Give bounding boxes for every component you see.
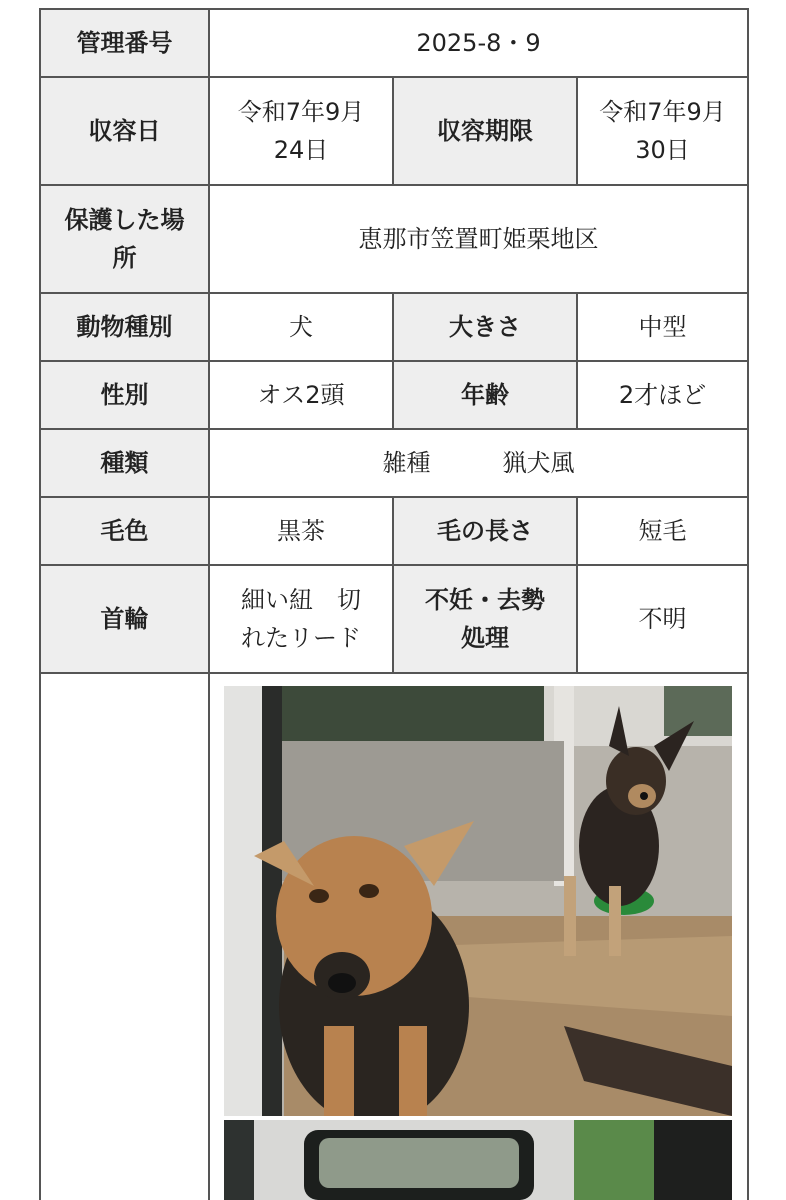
label-neuter-line2: 処理 xyxy=(461,624,509,652)
label-neuter-line1: 不妊・去勢 xyxy=(425,586,545,614)
value-shuyo-date-line1: 令和7年9月 xyxy=(237,98,365,126)
value-collar-line1: 細い紐 切 xyxy=(241,586,361,614)
value-shuyo-deadline xyxy=(577,77,748,185)
value-species: 犬 xyxy=(209,293,393,361)
value-collar xyxy=(209,565,393,673)
label-age: 年齢 xyxy=(393,361,577,429)
value-neuter: 不明 xyxy=(577,565,748,673)
photo-label-cell xyxy=(40,673,209,1200)
row-coat xyxy=(40,497,748,565)
label-place-line1: 保護した場 xyxy=(64,206,185,234)
label-collar: 首輪 xyxy=(40,565,209,673)
value-shuyo-date xyxy=(209,77,393,185)
label-species: 動物種別 xyxy=(40,293,209,361)
label-sex: 性別 xyxy=(40,361,209,429)
photo-cell xyxy=(209,673,748,1200)
dog-photo-image xyxy=(224,686,732,1116)
value-place: 恵那市笠置町姫栗地区 xyxy=(209,185,748,293)
value-coat-length: 短毛 xyxy=(577,497,748,565)
row-kind xyxy=(40,429,748,497)
label-kind: 種類 xyxy=(40,429,209,497)
label-kanri: 管理番号 xyxy=(40,9,209,77)
dog-photo-van-second xyxy=(224,1120,732,1200)
row-place xyxy=(40,185,748,293)
value-kanri: 2025-8・9 xyxy=(209,9,748,77)
value-collar-line2: れたリード xyxy=(241,624,361,652)
animal-info-table xyxy=(39,8,749,1200)
value-size: 中型 xyxy=(577,293,748,361)
label-neuter xyxy=(393,565,577,673)
row-photos xyxy=(40,673,748,1200)
row-species xyxy=(40,293,748,361)
row-sex xyxy=(40,361,748,429)
value-kind: 雑種 猟犬風 xyxy=(209,429,748,497)
label-coat: 毛色 xyxy=(40,497,209,565)
label-shuyo-date: 収容日 xyxy=(40,77,209,185)
label-coat-length: 毛の長さ xyxy=(393,497,577,565)
label-shuyo-deadline: 収容期限 xyxy=(393,77,577,185)
label-place-line2: 所 xyxy=(112,244,137,272)
value-age: 2才ほど xyxy=(577,361,748,429)
value-coat: 黒茶 xyxy=(209,497,393,565)
row-kanri xyxy=(40,9,748,77)
value-shuyo-date-line2: 24日 xyxy=(273,136,329,164)
dog-photo-van xyxy=(224,686,732,1116)
row-shuyo xyxy=(40,77,748,185)
value-shuyo-deadline-line1: 令和7年9月 xyxy=(599,98,726,126)
value-shuyo-deadline-line2: 30日 xyxy=(635,136,690,164)
label-size: 大きさ xyxy=(393,293,577,361)
label-place xyxy=(40,185,209,293)
dog-photo-second-image xyxy=(224,1120,732,1200)
row-collar xyxy=(40,565,748,673)
value-sex: オス2頭 xyxy=(209,361,393,429)
